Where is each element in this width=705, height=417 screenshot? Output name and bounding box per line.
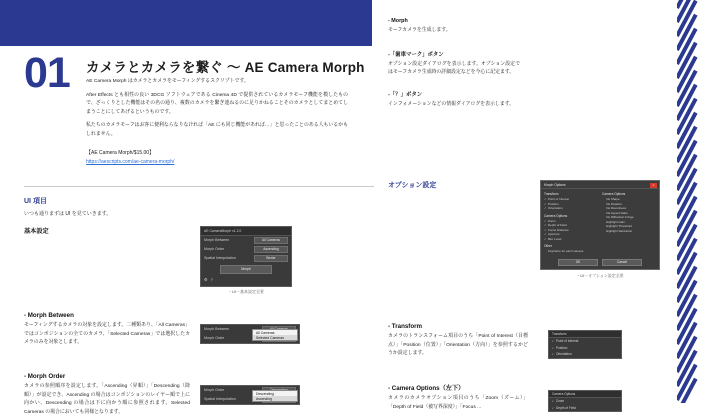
spatial-interpolation-value[interactable]: Bezier	[254, 255, 288, 262]
options-column-left	[544, 192, 598, 254]
morph-between-section	[24, 312, 190, 348]
options-column-right	[602, 192, 656, 254]
spatial-interpolation-label: Spatial Interpolation	[204, 256, 236, 261]
ui-section-heading: UI 項目	[24, 198, 47, 205]
option-item[interactable]: ✓ Focus Distance	[544, 228, 598, 233]
options-heading: オプション設定	[388, 182, 437, 189]
options-heading-wrap	[388, 180, 528, 190]
morph-between-value[interactable]: All Cameras	[254, 237, 288, 244]
transform-body: カメラのトランスフォーム項目のうち「Point of Interest（目標点）」「Position（位置）」「Orientation（方向）」を参照するかどうか設定します。	[388, 334, 528, 357]
chapter-title: カメラとカメラを繋ぐ 〜 AE Camera Morph	[86, 60, 365, 75]
info-body: インフォメーションなどの情報ダイアログを表示します。	[388, 101, 515, 107]
transform-figure	[548, 330, 622, 359]
option-item[interactable]: ✓ Zoom	[544, 219, 598, 224]
option-item[interactable]: Highlight Saturation	[606, 228, 633, 233]
option-item[interactable]: Iris Diffraction Fringe	[606, 215, 634, 219]
transform-panel-title: Transform	[549, 331, 621, 338]
morph-item	[388, 18, 518, 36]
panel-title: AE CameraMorph v1.2.0	[201, 227, 291, 236]
option-item[interactable]: ✓ Orientation	[544, 206, 598, 211]
transform-option[interactable]: ✓ Point of Interest	[549, 338, 621, 344]
left-column	[24, 46, 374, 415]
morph-body: モーフカメラを生成します。	[388, 28, 451, 33]
panel-row[interactable]	[201, 236, 291, 245]
camera-options-figure	[548, 390, 622, 412]
morph-between-figure	[200, 324, 300, 344]
product-link-block	[86, 149, 348, 167]
morph-button[interactable]: Morph	[220, 265, 272, 274]
transform-option[interactable]: ✓ Orientation	[549, 351, 621, 357]
morph-order-section	[24, 373, 190, 417]
intro-paragraph-2: After Effects とも相性の良い 3DCG ソフトウェアである Cinema 4D で提供されているカメラモーフ機能を模したもので、ざっくりとした機能はその名の通り、複数のカメラを繋ぎ連ねるのに足りかねることそのカメラとしてまとめてしまうことにしてあげるというものです。	[86, 92, 348, 115]
option-item[interactable]: ✓ Position	[544, 202, 598, 207]
transform-option[interactable]: ✓ Position	[549, 345, 621, 351]
camera-options-group-label-2: Camera Options	[602, 192, 626, 196]
info-item	[388, 90, 520, 110]
chapter-number: 01	[24, 49, 70, 97]
gear-heading: -「歯車マーク」ボタン	[388, 51, 444, 58]
camera-options-panel-title: Camera Options	[549, 391, 621, 398]
option-item[interactable]: Iris Shape	[606, 197, 620, 201]
other-group-label: Other	[544, 244, 552, 248]
morph-heading: - Morph	[388, 18, 408, 24]
dropdown-option[interactable]: Descending	[253, 391, 297, 396]
option-item[interactable]: Iris Roundness	[606, 206, 627, 210]
camera-morph-panel[interactable]	[200, 226, 292, 287]
option-item[interactable]: Highlight Threshold	[606, 224, 632, 228]
options-dialog-figure	[540, 180, 660, 279]
option-item[interactable]: Iris Aspect Ratio	[606, 210, 628, 215]
help-icon[interactable]: ?	[210, 277, 213, 283]
option-item[interactable]: Iris Rotation	[606, 201, 623, 206]
camera-options-body: カメラのカメラオプション項目のうち「Zoom（ズーム）」「Depth of Field（被写界深度）」「Focus ...	[388, 396, 528, 410]
dropdown-option[interactable]: Selected Cameras	[256, 335, 284, 340]
info-heading: -「？」ボタン	[388, 91, 423, 98]
morph-between-heading: - Morph Between	[24, 312, 74, 319]
transform-section	[388, 323, 528, 359]
camera-options-group-label: Camera Options	[544, 213, 568, 218]
option-item[interactable]: ✓ Point of Interest	[544, 197, 598, 202]
morph-between-dropdown[interactable]	[252, 329, 298, 341]
camera-option[interactable]: ✓ Zoom	[549, 398, 621, 404]
morph-order-body: カメラの参照順序を設定します。「Ascending（昇順）」「Descending（降順）」が設定でき、Ascending の場合はコンポジションのレイヤー順で上に向かい、Descending の場合は下に向かう順に参照されます。Selected Cameras の場合においても同様となります。	[24, 384, 190, 415]
panel-row[interactable]	[201, 245, 291, 254]
camera-option[interactable]: ✓ Depth of Field	[549, 405, 621, 411]
morph-between-label: Morph Between	[204, 237, 230, 242]
ok-button[interactable]: OK	[558, 259, 598, 267]
option-item[interactable]: ✓ Aperture	[544, 232, 598, 237]
product-link[interactable]: https://aescripts.com/ae-camera-morph/	[86, 159, 175, 165]
transform-group-label: Transform	[544, 192, 559, 196]
dialog-title: Morph Options	[544, 182, 566, 187]
cancel-button[interactable]: Cancel	[602, 259, 642, 267]
divider	[24, 186, 374, 187]
option-item[interactable]: ✓ Blur Level	[544, 237, 598, 242]
intro-paragraph-3: 私たちのカメラモーフはお客に便利ならなりなければ「AE にも同じ機能があれば…」と思ったことのある人もいるかもしれません。	[86, 123, 348, 137]
options-columns	[541, 189, 659, 257]
decorative-stripes	[677, 0, 705, 403]
dropdown-option[interactable]: All Cameras	[253, 330, 297, 335]
morph-order-value[interactable]: Ascending	[254, 246, 288, 253]
option-item[interactable]: Keyframe for each camera	[548, 249, 584, 253]
option-item[interactable]: ✓ Depth of Field	[544, 223, 598, 228]
panel-row[interactable]	[201, 254, 291, 263]
right-column	[388, 18, 668, 410]
intro-paragraph-1: AE Camera Morph はカメラとカメラをモーフィングするスクリプトです。	[86, 79, 249, 84]
camera-options-panel[interactable]	[548, 390, 622, 412]
options-dialog-caption: ・UI－オプション設定全景	[576, 272, 624, 278]
ui-section-sub: いつも通りまずは UI を見ていきます。	[24, 211, 112, 217]
option-item[interactable]: Highlight Gain	[606, 219, 625, 224]
dialog-titlebar	[541, 181, 659, 189]
gear-body: オプション設定ダイアログを表示します。オプション設定ではモーフカメラ生成時の詳細設定などを今心に記定ます。	[388, 61, 520, 76]
morph-order-heading: - Morph Order	[24, 373, 66, 380]
morph-order-label: Morph Order	[204, 336, 225, 341]
spatial-interpolation-label: Spatial Interpolation	[204, 397, 236, 402]
product-price-label: 【AE Camera Morph/$15.00】	[86, 150, 155, 156]
morph-order-dropdown[interactable]	[252, 390, 298, 402]
morph-order-label: Morph Order	[204, 387, 225, 392]
basic-panel-caption: ・UI－基本設定全景	[228, 289, 264, 295]
camera-options-heading: - Camera Options（左下）	[388, 385, 465, 392]
transform-heading: - Transform	[388, 323, 423, 330]
close-icon[interactable]: x	[650, 183, 657, 188]
header-band	[0, 0, 372, 46]
dialog-buttons	[541, 257, 659, 270]
camera-options-section	[388, 383, 528, 412]
ui-section	[24, 196, 374, 219]
morph-between-label: Morph Between	[204, 326, 230, 331]
basic-panel-figure	[200, 226, 292, 295]
morph-between-body: モーフィングするカメラの対象を設定します。二種類あり、「All Cameras」ではコンポジションの全てのカメラ、「Selected Cameras」では選択したカメラのみを対象とします。	[24, 323, 190, 346]
morph-order-label: Morph Order	[204, 247, 225, 252]
gear-icon[interactable]: ⚙	[204, 277, 208, 283]
basic-settings-heading-wrap	[24, 226, 184, 235]
basic-settings-heading: 基本設定	[24, 228, 49, 235]
chapter-intro	[86, 78, 348, 144]
dropdown-option[interactable]: Ascending	[256, 396, 272, 401]
morph-options-dialog[interactable]	[540, 180, 660, 270]
gear-item	[388, 50, 520, 78]
morph-order-figure	[200, 385, 300, 405]
transform-panel[interactable]	[548, 330, 622, 359]
